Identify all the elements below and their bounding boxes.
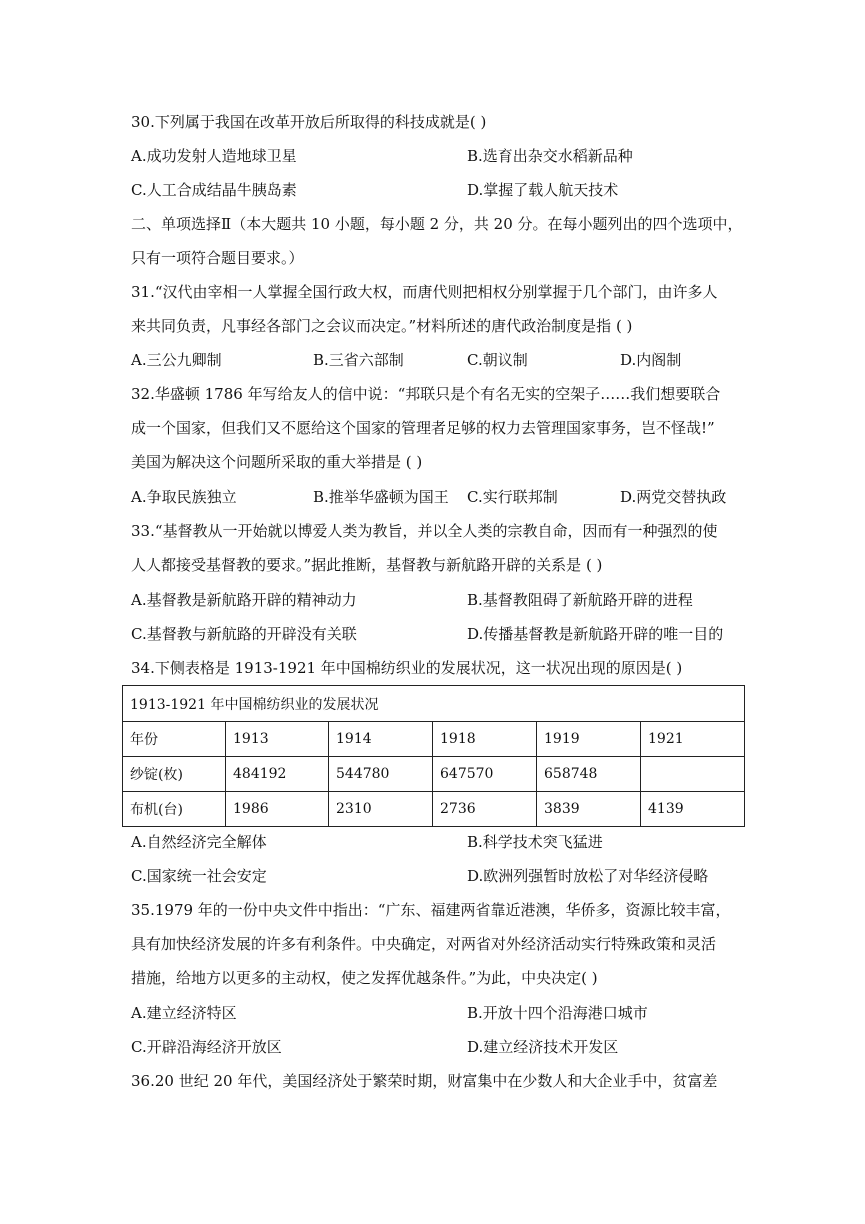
question-35-option-b: B.开放十四个沿海港口城市 (467, 1004, 648, 1022)
question-34-option-a: A.自然经济完全解体 (131, 833, 267, 851)
question-32-option-b: B.推举华盛顿为国王 (313, 488, 449, 506)
question-32-option-c: C.实行联邦制 (467, 488, 558, 506)
table-header-cell: 1919 (537, 722, 641, 757)
question-32-line-2: 成一个国家，但我们又不愿给这个国家的管理者足够的权力去管理国家事务，岂不怪哉!” (131, 419, 715, 437)
question-35-option-d: D.建立经济技术开发区 (467, 1038, 619, 1056)
question-33-option-a: A.基督教是新航路开辟的精神动力 (131, 591, 357, 609)
question-31-option-a: A.三公九卿制 (131, 351, 222, 369)
question-30-option-c: C.人工合成结晶牛胰岛素 (131, 181, 297, 199)
question-30-option-b: B.选育出杂交水稻新品种 (467, 147, 633, 165)
table-cell: 布机(台) (123, 792, 226, 827)
question-35-line-1: 35.1979 年的一份中央文件中指出：“广东、福建两省靠近港澳，华侨多，资源比较丰富， (131, 901, 731, 919)
question-34-option-c: C.国家统一社会安定 (131, 867, 267, 885)
section-2-instructions-line-1: 二、单项选择Ⅱ（本大题共 10 小题，每小题 2 分，共 20 分。在每小题列出的四个选项中， (131, 215, 743, 233)
section-2-instructions-line-2: 只有一项符合题目要求。） (131, 249, 304, 267)
table-header-cell: 1918 (433, 722, 537, 757)
question-35-option-a: A.建立经济特区 (131, 1004, 237, 1022)
question-34-option-b: B.科学技术突飞猛进 (467, 833, 603, 851)
table-cell (641, 757, 745, 792)
question-33-option-c: C.基督教与新航路的开辟没有关联 (131, 625, 357, 643)
table-cell: 3839 (537, 792, 641, 827)
question-33-line-2: 人人都接受基督教的要求。”据此推断，基督教与新航路开辟的关系是 ( ) (131, 556, 603, 574)
question-31-option-c: C.朝议制 (467, 351, 528, 369)
question-31-option-b: B.三省六部制 (313, 351, 404, 369)
table-caption-row (123, 686, 745, 722)
question-32-option-a: A.争取民族独立 (131, 488, 237, 506)
question-35-line-2: 具有加快经济发展的许多有利条件。中央确定，对两省对外经济活动实行特殊政策和灵活 (131, 935, 717, 953)
table-cell: 544780 (329, 757, 433, 792)
question-32-line-1: 32.华盛顿 1786 年写给友人的信中说：“邦联只是个有名无实的空架子……我们想要联合 (131, 385, 721, 403)
cotton-textile-table (122, 685, 745, 827)
question-30-option-a: A.成功发射人造地球卫星 (131, 147, 297, 165)
question-33-line-1: 33.“基督教从一开始就以博爱人类为教旨，并以全人类的宗教自命，因而有一种强烈的使 (131, 522, 718, 540)
table-header-cell: 年份 (123, 722, 226, 757)
question-30-option-d: D.掌握了载人航天技术 (467, 181, 619, 199)
table-header-cell: 1914 (329, 722, 433, 757)
question-33-option-b: B.基督教阻碍了新航路开辟的进程 (467, 591, 693, 609)
table-row (123, 792, 745, 827)
table-row (123, 757, 745, 792)
question-32-option-d: D.两党交替执政 (620, 488, 727, 506)
question-30-stem: 30.下列属于我国在改革开放后所取得的科技成就是( ) (131, 113, 487, 131)
question-34-option-d: D.欧洲列强暂时放松了对华经济侵略 (467, 867, 709, 885)
table-header-cell: 1921 (641, 722, 745, 757)
table-cell: 647570 (433, 757, 537, 792)
table-cell: 1986 (226, 792, 329, 827)
table-caption: 1913-1921 年中国棉纺织业的发展状况 (123, 686, 745, 722)
table-cell: 484192 (226, 757, 329, 792)
question-35-option-c: C.开辟沿海经济开放区 (131, 1038, 282, 1056)
question-32-line-3: 美国为解决这个问题所采取的重大举措是 ( ) (131, 453, 423, 471)
question-36-line-1: 36.20 世纪 20 年代，美国经济处于繁荣时期，财富集中在少数人和大企业手中，贫富差 (131, 1072, 718, 1090)
table-cell: 658748 (537, 757, 641, 792)
table-cell: 2310 (329, 792, 433, 827)
question-31-line-2: 来共同负责，凡事经各部门之会议而决定。”材料所述的唐代政治制度是指 ( ) (131, 317, 633, 335)
table-cell: 4139 (641, 792, 745, 827)
question-35-line-3: 措施，给地方以更多的主动权，使之发挥优越条件。”为此，中央决定( ) (131, 969, 598, 987)
table-header-row (123, 722, 745, 757)
question-33-option-d: D.传播基督教是新航路开辟的唯一目的 (467, 625, 724, 643)
table-cell: 2736 (433, 792, 537, 827)
table-header-cell: 1913 (226, 722, 329, 757)
question-31-line-1: 31.“汉代由宰相一人掌握全国行政大权，而唐代则把相权分别掌握于几个部门，由许多人 (131, 283, 718, 301)
table-cell: 纱锭(枚) (123, 757, 226, 792)
question-34-stem: 34.下侧表格是 1913-1921 年中国棉纺织业的发展状况，这一状况出现的原因是( ) (131, 659, 683, 677)
question-31-option-d: D.内阁制 (620, 351, 682, 369)
